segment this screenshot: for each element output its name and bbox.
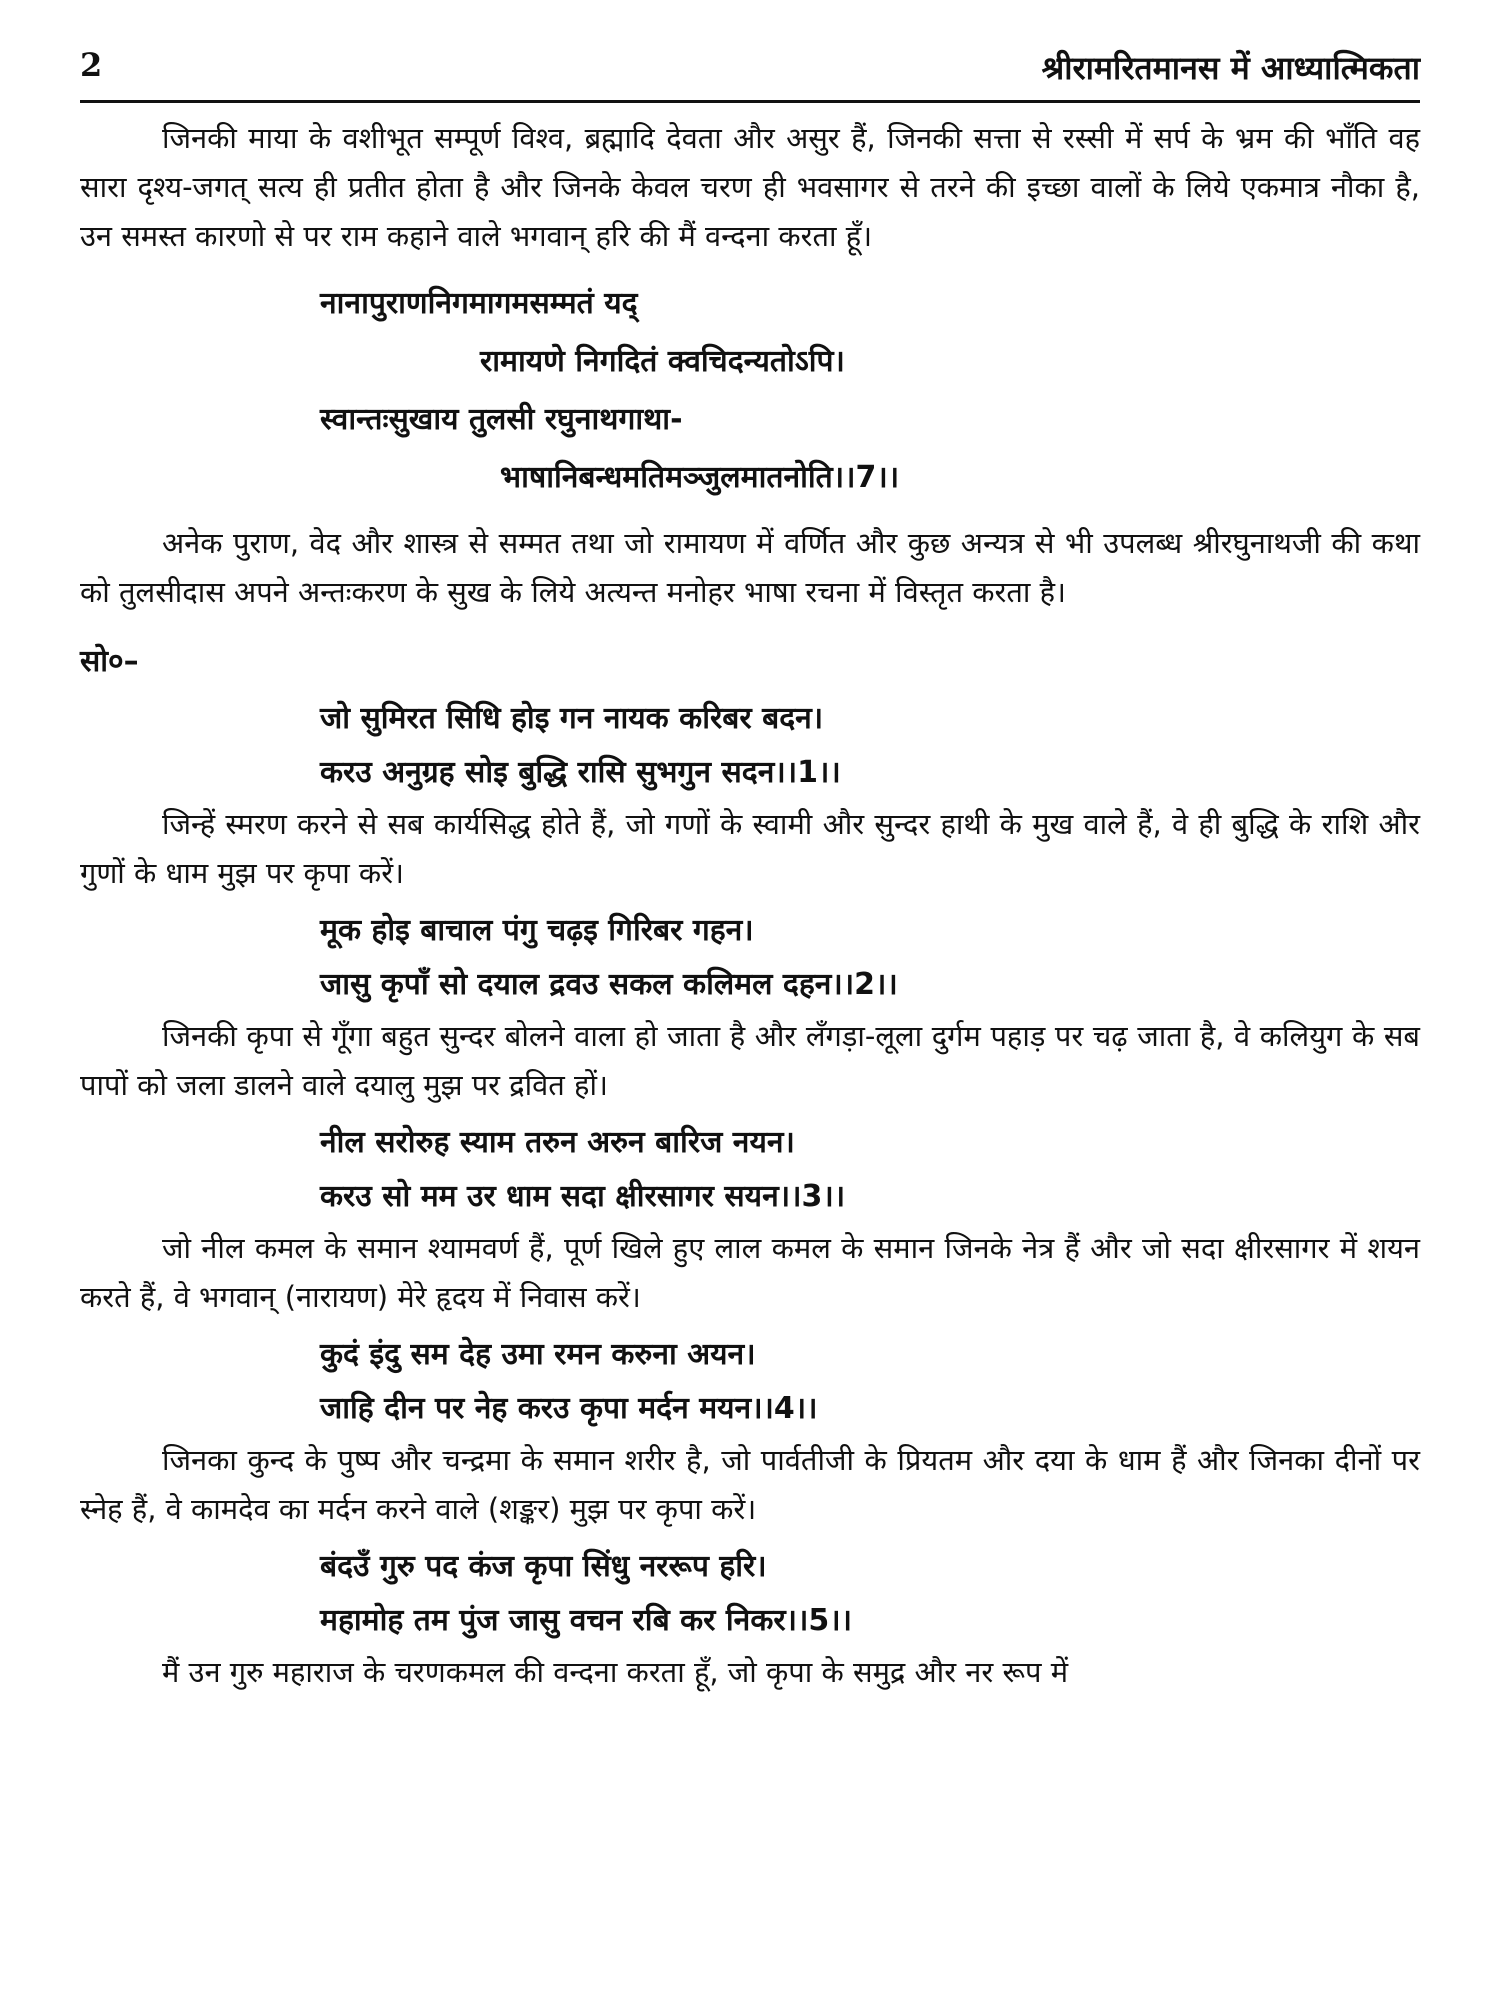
paragraph-5: जो नील कमल के समान श्यामवर्ण हैं, पूर्ण खिले हुए लाल कमल के समान जिनके नेत्र हैं और जो सदा क्षीरसागर में शयन करते हैं, वे भगवान् (नारायण) मेरे हृदय में निवास करें। [80,1231,1420,1314]
page-content [80,114,1420,1697]
sanskrit-line-3: स्वान्तःसुखाय तुलसी रघुनाथगाथा- [320,402,683,437]
verse-4 [80,1328,1420,1436]
verse-5 [80,1540,1420,1648]
running-title: श्रीरामरितमानस में आध्यात्मिकता [1041,49,1420,87]
sanskrit-line-2: रामायणे निगदितं क्वचिदन्यतोऽपि। [480,344,845,379]
verse-2-line-2: जासु कृपाँ सो दयाल द्रवउ सकल कलिमल दहन।।2।। [320,967,898,1002]
verse-3 [80,1116,1420,1224]
verse-5-line-1: बंदउँ गुरु पद कंज कृपा सिंधु नररूप हरि। [320,1549,767,1584]
verse-2-line-1: मूक होइ बाचाल पंगु चढ़इ गिरिबर गहन। [320,913,754,948]
sanskrit-line-4: भाषानिबन्धमतिमञ्जुलमातनोति।।7।। [500,460,900,495]
soratha-label: सो०– [80,644,139,679]
paragraph-2: अनेक पुराण, वेद और शास्त्र से सम्मत तथा जो रामायण में वर्णित और कुछ अन्यत्र से भी उपलब्ध श्रीरघुनाथजी की कथा को तुलसीदास अपने अन्तःकरण के सुख के लिये अत्यन्त मनोहर भाषा रचना में विस्तृत करता है। [80,526,1420,609]
verse-1-line-1: जो सुमिरत सिधि होइ गन नायक करिबर बदन। [320,701,824,736]
page-header [80,40,1420,103]
verse-2 [80,904,1420,1012]
sanskrit-line-1: नानापुराणनिगमागमसम्मतं यद् [320,286,638,321]
verse-1-line-2: करउ अनुग्रह सोइ बुद्धि रासि सुभगुन सदन।।1।। [320,755,841,790]
book-page [80,40,1420,1980]
paragraph-3: जिन्हें स्मरण करने से सब कार्यसिद्ध होते हैं, जो गणों के स्वामी और सुन्दर हाथी के मुख वाले हैं, वे ही बुद्धि के राशि और गुणों के धाम मुझ पर कृपा करें। [80,807,1420,890]
verse-3-line-2: करउ सो मम उर धाम सदा क्षीरसागर सयन।।3।। [320,1179,846,1214]
verse-4-line-2: जाहि दीन पर नेह करउ कृपा मर्दन मयन।।4।। [320,1391,818,1426]
verse-3-line-1: नील सरोरुह स्याम तरुन अरुन बारिज नयन। [320,1125,795,1160]
verse-4-line-1: कुदं इंदु सम देह उमा रमन करुना अयन। [320,1337,756,1372]
sanskrit-verse [80,275,1420,507]
paragraph-1: जिनकी माया के वशीभूत सम्पूर्ण विश्व, ब्रह्मादि देवता और असुर हैं, जिनकी सत्ता से रस्सी में सर्प के भ्रम की भाँति वह सारा दृश्य-जगत् सत्य ही प्रतीत होता है और जिनके केवल चरण ही भवसागर से तरने की इच्छा वालों के लिये एकमात्र नौका है, उन समस्त कारणो से पर राम कहाने वाले भगवान् हरि की मैं वन्दना करता हूँ। [80,121,1420,253]
paragraph-4: जिनकी कृपा से गूँगा बहुत सुन्दर बोलने वाला हो जाता है और लँगड़ा-लूला दुर्गम पहाड़ पर चढ़ जाता है, वे कलियुग के सब पापों को जला डालने वाले दयालु मुझ पर द्रवित हों। [80,1019,1420,1102]
page-number: 2 [80,46,103,84]
verse-5-line-2: महामोह तम पुंज जासु वचन रबि कर निकर।।5।। [320,1603,852,1638]
paragraph-6: जिनका कुन्द के पुष्प और चन्द्रमा के समान शरीर है, जो पार्वतीजी के प्रियतम और दया के धाम हैं और जिनका दीनों पर स्नेह हैं, वे कामदेव का मर्दन करने वाले (शङ्कर) मुझ पर कृपा करें। [80,1443,1420,1526]
paragraph-7: मैं उन गुरु महाराज के चरणकमल की वन्दना करता हूँ, जो कृपा के समुद्र और नर रूप में [162,1655,1069,1689]
verse-1 [80,692,1420,800]
